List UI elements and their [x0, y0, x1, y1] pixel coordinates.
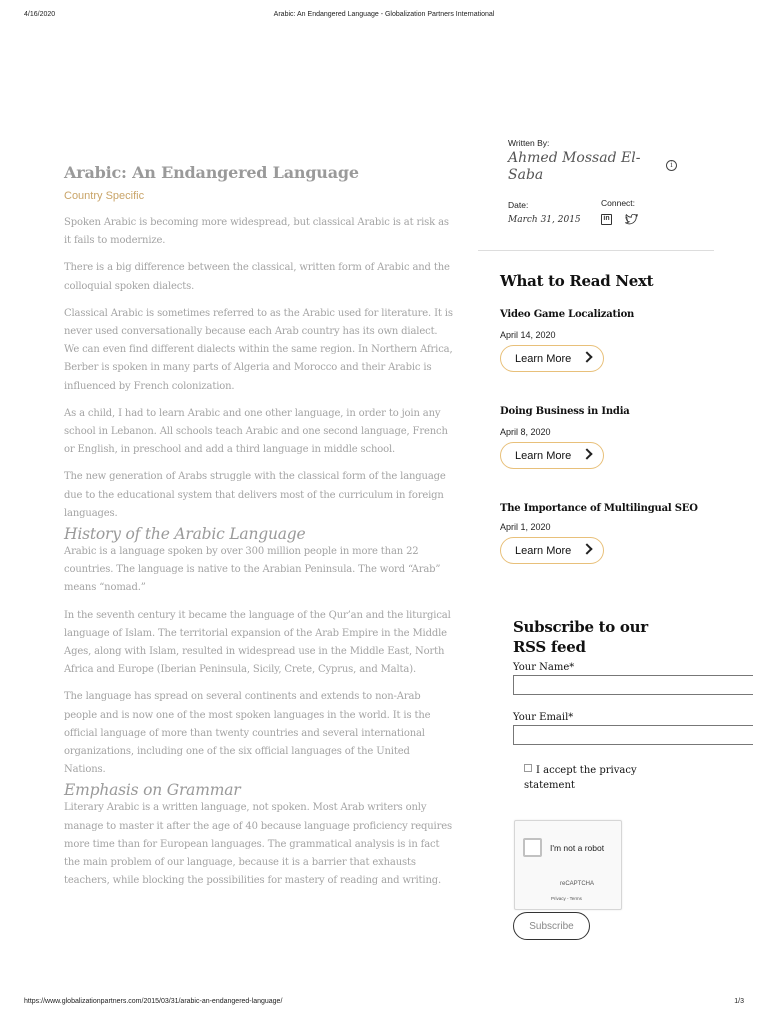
print-footer	[24, 998, 744, 1010]
privacy-checkbox[interactable]	[524, 764, 532, 772]
read-next-item	[500, 502, 700, 564]
read-next-item	[500, 308, 700, 372]
recaptcha-checkbox[interactable]	[523, 838, 542, 857]
author-name[interactable]: Ahmed Mossad El-Saba	[508, 150, 641, 183]
chevron-right-icon	[581, 543, 592, 554]
email-label: Your Email*	[513, 712, 574, 723]
print-header	[24, 11, 744, 23]
name-field[interactable]	[513, 675, 753, 695]
read-next-title[interactable]: Doing Business in India	[500, 406, 630, 417]
article-paragraph: Arabic is a language spoken by over 300 million people in more than 22 countries. The language is native to the Arabian Peninsula. The word “Arab” means “nomad.”	[64, 546, 441, 594]
read-next-date: April 1, 2020	[500, 522, 551, 532]
learn-more-label: Learn More	[515, 352, 572, 365]
chevron-right-icon	[581, 448, 592, 459]
article-paragraph: Spoken Arabic is becoming more widespread, but classical Arabic is at risk as it fails to modernize.	[64, 217, 449, 247]
read-next-title[interactable]: Video Game Localization	[500, 309, 635, 320]
learn-more-button[interactable]	[500, 537, 604, 564]
date-label: Date:	[508, 200, 529, 210]
print-page-title: Arabic: An Endangered Language - Globalization Partners International	[273, 11, 495, 18]
read-next-date: April 8, 2020	[500, 427, 551, 437]
read-next-title[interactable]: The Importance of Multilingual SEO	[500, 503, 698, 514]
recaptcha-terms[interactable]: Privacy - Terms	[551, 896, 582, 901]
twitter-icon[interactable]	[625, 214, 638, 225]
article-title: Arabic: An Endangered Language	[64, 163, 359, 182]
print-date: 4/16/2020	[24, 11, 56, 18]
subscribe-button[interactable]: Subscribe	[513, 912, 590, 940]
email-field[interactable]	[513, 725, 753, 745]
subscribe-form	[513, 617, 753, 932]
print-page-number: 1/3	[734, 998, 744, 1005]
learn-more-button[interactable]	[500, 442, 604, 469]
read-next-heading: What to Read Next	[500, 272, 654, 290]
linkedin-icon[interactable]: in	[601, 214, 612, 225]
article-paragraph: Classical Arabic is sometimes referred to as the Arabic used for literature. It is never used conversationally because each Arab country has its own dialect. We can even find different dialects within the same region. In Northern Africa, Berber is spoken in many parts of Algeria and Morocco and their Arabic is influenced by French colonization.	[64, 307, 453, 392]
print-url: https://www.globalizationpartners.com/2015/03/31/arabic-an-endangered-language/	[24, 998, 283, 1005]
article-paragraph: Literary Arabic is a written language, not spoken. Most Arab writers only manage to master it after the age of 40 because language proficiency requires more time than for European languages. The grammatical analysis is in fact the main problem of our language, because it is a barrier that exhausts teachers, while blocking the possibilities for mastery of reading and writing.	[64, 802, 452, 887]
article-paragraph: In the seventh century it became the language of the Qur’an and the liturgical language of Islam. The territorial expansion of the Arab Empire in the Middle Ages, along with Islam, resulted in widespread use in the Middle East, North Africa and Europe (Iberian Peninsula, Sicily, Crete, Cyprus, and Malta).	[64, 609, 451, 676]
read-next	[500, 272, 700, 557]
article-paragraph: The new generation of Arabs struggle with the classical form of the language due to the educational system that delivers most of the curriculum in foreign languages.	[64, 471, 446, 519]
connect-label: Connect:	[601, 198, 636, 208]
read-next-item	[500, 405, 700, 469]
article-paragraph: There is a big difference between the classical, written form of Arabic and the colloquial spoken dialects.	[64, 262, 450, 292]
section-heading-history: History of the Arabic Language	[64, 525, 306, 544]
privacy-consent	[524, 763, 664, 793]
recaptcha-brand: reCAPTCHA	[560, 881, 595, 887]
recaptcha-widget	[514, 820, 622, 910]
section-heading-grammar: Emphasis on Grammar	[64, 781, 241, 800]
sidebar-divider	[478, 250, 714, 251]
read-next-date: April 14, 2020	[500, 330, 556, 340]
learn-more-label: Learn More	[515, 544, 572, 557]
author-meta	[508, 200, 688, 230]
article-paragraph: The language has spread on several continents and extends to non-Arab people and is now one of the most spoken languages in the world. It is the official language of more than twenty countries and several international organizations, including one of the six official languages of the United Nations.	[64, 691, 431, 776]
publish-date: March 31, 2015	[508, 215, 581, 225]
article	[64, 160, 454, 891]
info-icon[interactable]: i	[666, 160, 677, 171]
privacy-label: I accept the privacy statement	[524, 765, 637, 791]
author-card	[508, 138, 688, 225]
recaptcha-label: I'm not a robot	[550, 843, 605, 853]
article-paragraph: As a child, I had to learn Arabic and one other language, in order to join any school in Lebanon. All schools teach Arabic and one second language, French or English, in preschool and add a third language in middle school.	[64, 407, 448, 456]
learn-more-button[interactable]	[500, 345, 604, 372]
name-label: Your Name*	[513, 662, 575, 673]
category-link[interactable]: Country Specific	[64, 190, 145, 202]
chevron-right-icon	[581, 351, 592, 362]
learn-more-label: Learn More	[515, 449, 572, 462]
written-by-label: Written By:	[508, 138, 550, 148]
subscribe-heading: Subscribe to our RSS feed	[513, 618, 648, 656]
